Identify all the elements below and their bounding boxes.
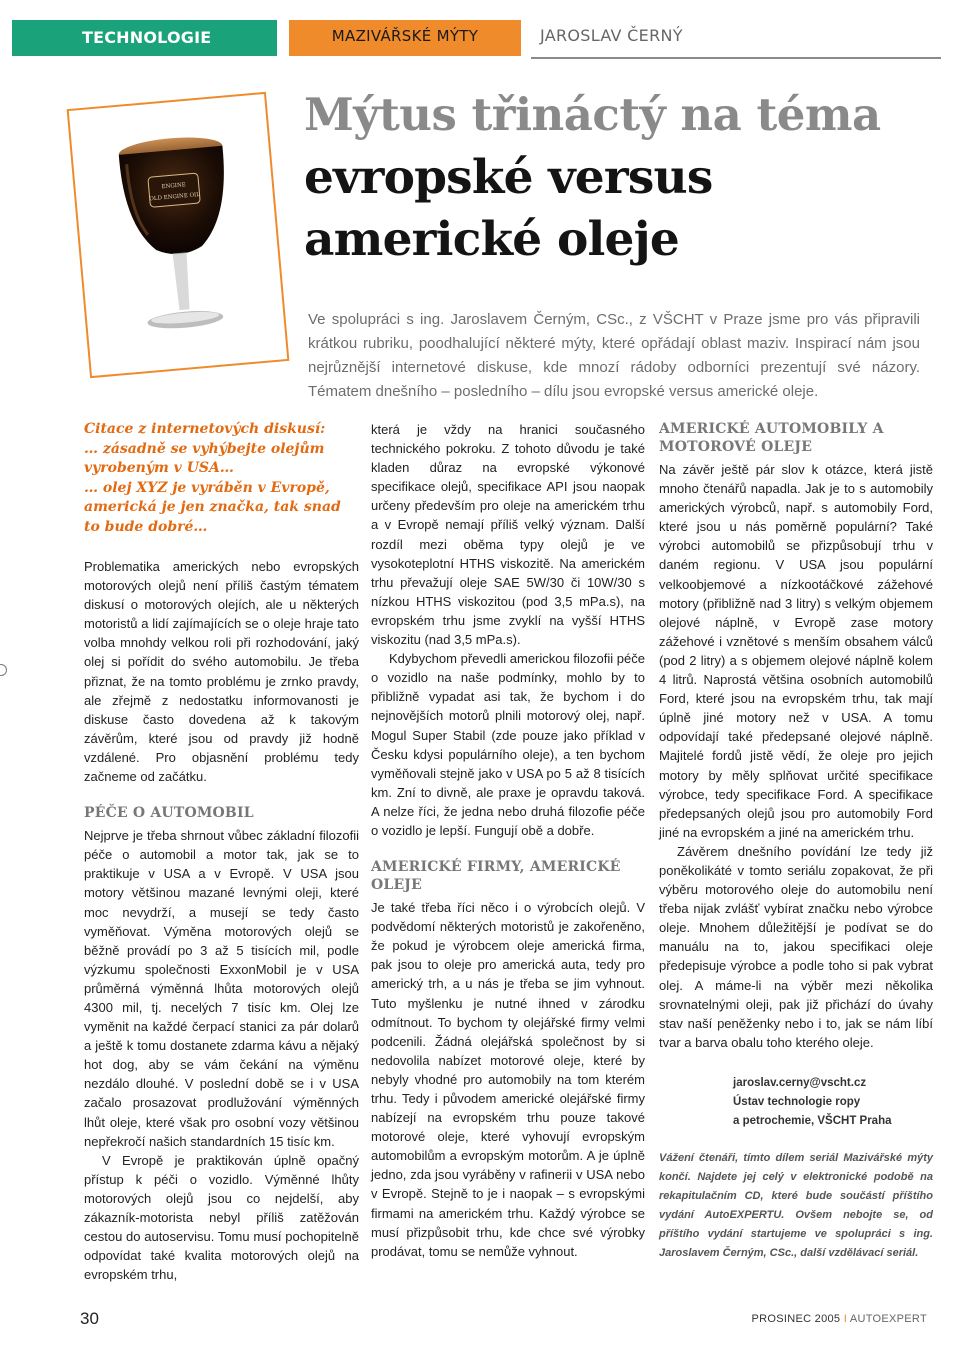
- footer-separator: I: [843, 1313, 848, 1325]
- footer-issue: [751, 1313, 927, 1325]
- beer-glass-photo: [67, 92, 290, 378]
- quote-heading: Citace z internetových diskusí:: [84, 421, 326, 437]
- column-3: [659, 420, 933, 1263]
- header-rule: [531, 57, 941, 59]
- body-paragraph: Je také třeba říci něco i o výrobcích olejů. V podvědomí některých motoristů je zakořeněno, že pokud je výrobcem oleje americká firma, pak jsou to oleje pro americká auta, tedy pro americký trh, a u nás je třeba se jim vyhnout. Tuto myšlenku je nutné ihned v zárodku odmítnout. To bychom ty olejářské firmy velmi podcenili. Žádná olejářská společnost by si nedovolila nabízet motorové oleje, které by nebyly vhodné pro automobily na tom kterém trhu. Tedy i původem americké olejářské firmy nabízejí na evropském trhu pouze takové motorové oleje, které vyhovují evropským automobilům a evropským motorům. A je úplně jedno, zda jsou vyráběny v rafinerii v USA nebo v Evropě. Stejně to je i naopak – s evropskými firmami na americkém trhu. Každý výrobce se musí přizpůsobit trhu, kde chce své výrobky prodávat, tomu se nemůže vyhnout.: [371, 900, 645, 1259]
- title-line-2: evropské versus: [304, 150, 713, 205]
- registration-mark-icon: [0, 664, 7, 676]
- author-name: JAROSLAV ČERNÝ: [540, 26, 683, 45]
- section-tab: TECHNOLOGIE: [12, 20, 277, 56]
- glass-label: OLD ENGINE OIL: [149, 191, 201, 203]
- contact-institute: Ústav technologie ropy: [733, 1095, 861, 1108]
- magazine-brand: AUTOEXPERT: [849, 1313, 927, 1325]
- column-1: [84, 420, 359, 1284]
- rubric-tab: MAZIVÁŘSKÉ MÝTY: [289, 20, 521, 56]
- section-heading: AMERICKÉ FIRMY, AMERICKÉ OLEJE: [371, 859, 621, 894]
- pull-quote: [84, 420, 359, 537]
- lead-paragraph: Ve spolupráci s ing. Jaroslavem Černým, CSc., z VŠCHT v Praze jsme pro vás připravili krátkou rubriku, poodhalující některé mýty, které opřádají oblast maziv. Inspirací nám jsou nejrůznější internetové diskuse, kde mnozí rádoby odborníci prezentují své názory. Tématem dnešního – posledního – dílu jsou evropské versus americké oleje.: [308, 311, 920, 400]
- column-2: [371, 420, 645, 1261]
- issue-date: PROSINEC 2005: [751, 1313, 841, 1325]
- page-number: 30: [80, 1309, 99, 1328]
- quote-line: … zásadně se vyhýbejte olejům vyrobeným v USA…: [84, 440, 325, 476]
- quote-line: … olej XYZ je vyráběn v Evropě, americká je jen značka, tak snad to bude dobré…: [84, 479, 341, 535]
- oil-glass-icon: [93, 114, 262, 356]
- body-paragraph: Nejprve je třeba shrnout vůbec základní filozofii péče o automobil a motor tak, jak se to praktikuje v USA a v Evropě. V USA jsou motory většinou mazané levnými oleji, které moc nevydrží, a musejí se tedy často vyměňovat. Výměna motorových olejů se běžně provádí po 3 až 5 tisících mil, podle výzkumu společnosti ExxonMobil je v USA průměrná výměnná lhůta motorových olejů 4300 mil, tj. necelých 7 tisíc km. Olej lze vyměnit na každé čerpací stanici za pár dolarů a ještě k tomu dostanete zdarma kávu a nějaký hot dog, aby se vám čekání na výměnu nezdálo dlouhé. V poslední době se i v USA začalo prosazovat prodlužování výměnných lhůt oleje, které však pro osobní vozy většinou nepřekročí našich standardních 15 tisíc km.: [84, 828, 359, 1149]
- section-heading: PÉČE O AUTOMOBIL: [84, 805, 254, 822]
- contact-institute: a petrochemie, VŠCHT Praha: [733, 1114, 892, 1127]
- body-paragraph: Na závěr ještě pár slov k otázce, která jistě mnoho čtenářů napadla. Jak je to s automobily amerických výrobců, např. s automobily Ford, které jsou u nás poměrně populární? Také výrobci automobilů se přizpůsobují trhu v daném regionu. V USA jsou populární velkoobjemové a nízkootáčkové zážehové motory (přibližně nad 3 litry) s velkým objemem olejové náplně, v Evropě zase motory zážehové i vznětové s menším obsahem válců (pod 2 litry) a s objemem olejové náplně kolem 4 litrů. Naprostá většina osobních automobilů Ford, které jsou na evropském trhu, tak mají úplně jiné motory než v USA. A tomu odpovídají také předepsané olejové náplně. Majitelé fordů jistě vědí, že oleje pro jejich motory by měly splňovat určité specifikace výrobce, tedy specifikace Ford. A specifikace předepsaných olejů jsou pro automobily Ford jiné na evropském a jiné na americkém trhu.: [659, 462, 933, 840]
- body-paragraph: Kdybychom převedli americkou filozofii péče o vozidlo na naše podmínky, mohlo by to přibližně vypadat asi tak, že bychom i do nejnovějších motorů plnili motorový olej, např. Mogul Super Stabil (zde pouze jako příklad v Česku kdysi populárního oleje), a ten bychom vyměňovali stejně jako v USA po 5 až 8 tisících km. Zní to divně, ale praxe je opravdu taková. A nelze říci, že jedna nebo druhá filozofie péče o vozidlo je lepší. Fungují obě a dobře.: [371, 651, 645, 838]
- editor-note: Vážení čtenáři, tímto dílem seriál Mazivářské mýty končí. Najdete jej celý v elektronické podobě na rekapitulačním CD, které bude součástí příštího vydání AutoEXPERTU. Ovšem nebojte se, od příštího vydání startujeme ve spolupráci s ing. Jaroslavem Černým, CSc., další vzdělávací seriál.: [659, 1151, 933, 1259]
- title-line-3: americké oleje: [304, 212, 679, 267]
- body-paragraph: Závěrem dnešního povídání lze tedy již poněkolikáté v tomto seriálu zopakovat, že při výběru motorového oleje do automobilu není třeba nijak zvlášť vybírat značku nebo výrobce oleje. Mnohem důležitější je podívat se do manuálu na to, jakou specifikaci oleje předepisuje výrobce a podle toho si pak vybrat olej. A máme-li na výběr mezi několika srovnatelnými oleji, pak již přichází do úvahy stav naší peněženky nebo i to, jak se nám líbí tvar a barva obalu toho kterého oleje.: [659, 843, 933, 1050]
- svg-text:ENGINE: ENGINE: [161, 182, 187, 191]
- body-paragraph: která je vždy na hranici současného technického pokroku. Z tohoto důvodu je také kladen důraz na evropské výkonové specifikace olejů, specifikace API jsou naopak určeny především pro oleje na americkém trhu a v Evropě nemají příliš velký význam. Další rozdíl mezi oběma typy olejů je ve vysokoteplotní HTHS viskozitě. Na americkém trhu převažují oleje SAE 5W/30 či 10W/30 s nízkou HTHS viskozitou (pod 3,5 mPa.s), na evropském trhu jsme zvyklí na vyšší HTHS viskozitu (nad 3,5 mPa.s).: [371, 422, 645, 648]
- section-heading: AMERICKÉ AUTOMOBILY A MOTOROVÉ OLEJE: [659, 421, 884, 455]
- body-paragraph: V Evropě je praktikován úplně opačný přístup k péči o vozidlo. Výměnné lhůty motorových olejů jsou co nejdelší, aby zákazník-motorista nebyl příliš zatěžován cestou do autoservisu. Tomu musí pochopitelně odpovídat také kvalita motorových olejů na evropském trhu,: [84, 1152, 359, 1283]
- body-paragraph: Problematika amerických nebo evropských motorových olejů není příliš častým tématem diskusí o motorových olejích, ale u některých motoristů a lidí zajímajících se o oleje hraje tato volba mnohdy velkou roli při rozhodování, jaký olej si pořídit do svého automobilu. Je třeba přiznat, že na tomto problému je zrnko pravdy, ale zřejmě z nedostatku informovanosti je diskuse často dovedena až k takovým závěrům, které jsou od pravdy již hodně vzdálené. Pro objasnění problému tedy začneme od začátku.: [84, 559, 359, 785]
- contact-email[interactable]: jaroslav.cerny@vscht.cz: [733, 1076, 867, 1089]
- title-line-1: Mýtus třináctý na téma: [304, 88, 881, 141]
- author-contact: [659, 1074, 933, 1131]
